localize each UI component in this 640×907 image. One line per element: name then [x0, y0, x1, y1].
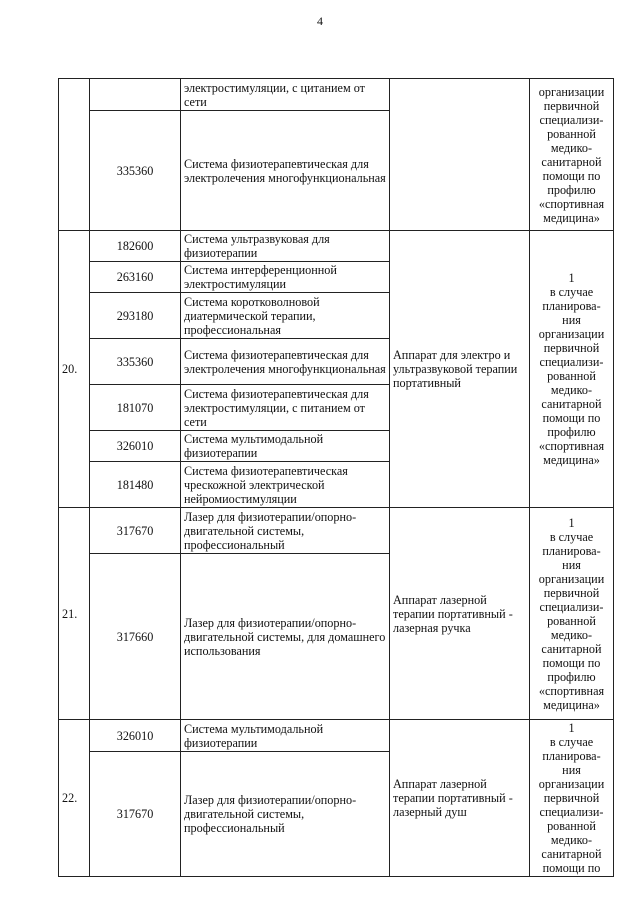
name-cell: Система коротковолновой диатермической терапии, профессиональная — [181, 293, 390, 339]
code-cell: 326010 — [90, 720, 181, 752]
quantity-cell — [530, 508, 614, 720]
code-cell: 317660 — [90, 554, 181, 720]
device-cell: Аппарат для электро и ультразвуковой терапии портативный — [390, 231, 530, 508]
quantity-text: 1 в случае планирова- ния организации первичной специализи- рованной медико- санитарной помощи по — [538, 721, 605, 875]
code-cell: 335360 — [90, 111, 181, 231]
name-cell: Система мультимодальной физиотерапии — [181, 431, 390, 462]
device-cell: Аппарат лазерной терапии портативный - лазерная ручка — [390, 508, 530, 720]
page-number: 4 — [317, 14, 323, 28]
equipment-table — [58, 78, 614, 877]
code-cell: 181480 — [90, 462, 181, 508]
row-number-cell: 20. — [59, 231, 90, 508]
code-cell: 317670 — [90, 508, 181, 554]
code-cell: 335360 — [90, 339, 181, 385]
row-number-cell — [59, 79, 90, 231]
device-cell: Аппарат лазерной терапии портативный - лазерный душ — [390, 720, 530, 877]
table-row — [59, 508, 614, 554]
name-cell: Лазер для физиотерапии/опорно-двигательной системы, профессиональный — [181, 508, 390, 554]
row-number-cell: 22. — [59, 720, 90, 877]
name-cell: Лазер для физиотерапии/опорно-двигательной системы, для домашнего использования — [181, 554, 390, 720]
name-cell: Система физиотерапевтическая для электростимуляции, с питанием от сети — [181, 385, 390, 431]
code-cell: 263160 — [90, 262, 181, 293]
table-row — [59, 79, 614, 111]
code-cell: 181070 — [90, 385, 181, 431]
quantity-text: 1 в случае планирова- ния организации первичной специализи- рованной медико- санитарной помощи по профилю «спортивная медицина» — [538, 271, 605, 467]
name-cell: Система физиотерапевтическая чрескожной электрической нейромиостимуляции — [181, 462, 390, 508]
table-row — [59, 720, 614, 752]
quantity-text: 1 в случае планирова- ния организации первичной специализи- рованной медико- санитарной помощи по профилю «спортивная медицина» — [538, 515, 605, 712]
row-number-cell: 21. — [59, 508, 90, 720]
quantity-cell — [530, 79, 614, 231]
device-cell — [390, 79, 530, 231]
name-cell: Лазер для физиотерапии/опорно-двигательной системы, профессиональный — [181, 752, 390, 877]
name-cell: электростимуляции, с цитанием от сети — [181, 79, 390, 111]
code-cell — [90, 79, 181, 111]
code-cell: 182600 — [90, 231, 181, 262]
name-cell: Система физиотерапевтическая для электролечения многофункциональная — [181, 339, 390, 385]
quantity-cell — [530, 720, 614, 877]
name-cell: Система физиотерапевтическая для электролечения многофункциональная — [181, 111, 390, 231]
code-cell: 326010 — [90, 431, 181, 462]
name-cell: Система ультразвуковая для физиотерапии — [181, 231, 390, 262]
name-cell: Система мультимодальной физиотерапии — [181, 720, 390, 752]
code-cell: 293180 — [90, 293, 181, 339]
quantity-cell — [530, 231, 614, 508]
quantity-text: организации первичной специализи- рованной медико- санитарной помощи по профилю «спортивная медицина» — [538, 84, 605, 225]
table-row — [59, 231, 614, 262]
code-cell: 317670 — [90, 752, 181, 877]
name-cell: Система интерференционной электростимуляции — [181, 262, 390, 293]
